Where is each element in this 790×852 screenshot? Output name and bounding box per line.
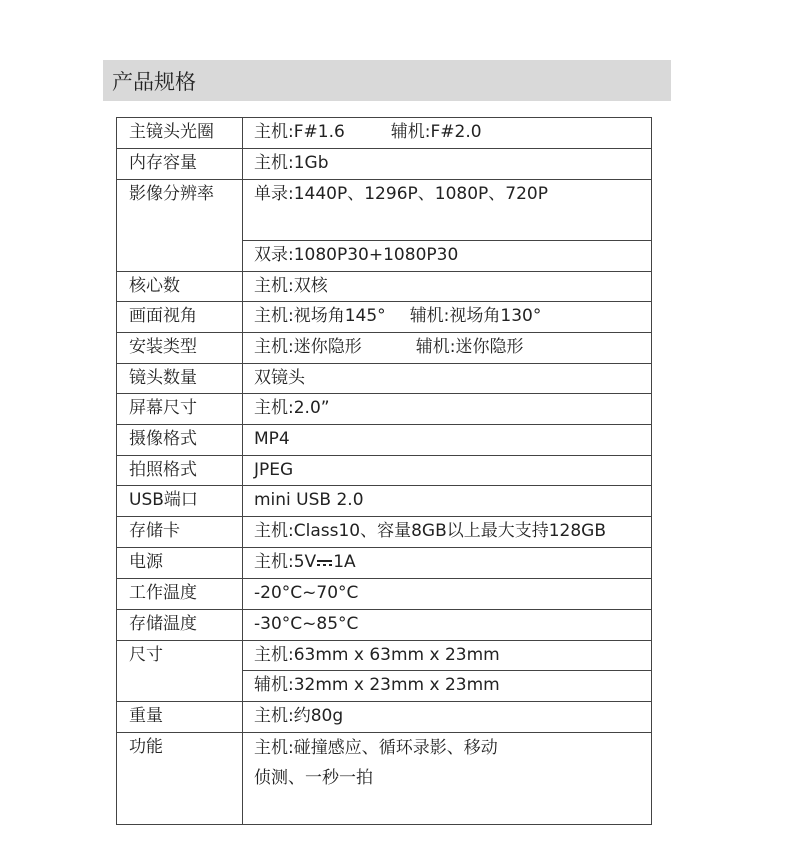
table-row	[117, 394, 652, 425]
table-row	[117, 517, 652, 548]
spec-key: 存储温度	[117, 610, 243, 641]
table-row	[117, 456, 652, 486]
spec-value: 双录:1080P30+1080P30	[243, 241, 652, 272]
table-row	[117, 118, 652, 149]
spec-value: 主机:视场角145° 辅机:视场角130°	[243, 302, 652, 333]
spec-key: USB端口	[117, 486, 243, 517]
table-row	[117, 641, 652, 671]
table-row	[117, 702, 652, 733]
spec-value: 主机:2.0”	[243, 394, 652, 425]
spec-table	[116, 117, 652, 825]
table-row	[117, 610, 652, 641]
spec-key: 安装类型	[117, 333, 243, 364]
table-row	[117, 302, 652, 333]
spec-key: 功能	[117, 733, 243, 825]
table-row	[117, 149, 652, 180]
table-row	[117, 548, 652, 579]
spec-value: 主机:63mm x 63mm x 23mm	[243, 641, 652, 671]
table-row	[117, 180, 652, 241]
spec-key: 屏幕尺寸	[117, 394, 243, 425]
spec-value: 单录:1440P、1296P、1080P、720P	[243, 180, 652, 241]
spec-key: 摄像格式	[117, 425, 243, 456]
spec-value: 主机:F#1.6 辅机:F#2.0	[243, 118, 652, 149]
table-row	[117, 733, 652, 825]
table-row	[117, 333, 652, 364]
spec-value: -30°C~85°C	[243, 610, 652, 641]
spec-value: JPEG	[243, 456, 652, 486]
spec-value: -20°C~70°C	[243, 579, 652, 610]
spec-key: 内存容量	[117, 149, 243, 180]
spec-key: 主镜头光圈	[117, 118, 243, 149]
spec-value: 辅机:32mm x 23mm x 23mm	[243, 671, 652, 702]
spec-key: 重量	[117, 702, 243, 733]
spec-value: 主机:5V 1A	[243, 548, 652, 579]
spec-key: 画面视角	[117, 302, 243, 333]
spec-key: 影像分辨率	[117, 180, 243, 272]
spec-value: 双镜头	[243, 364, 652, 394]
table-row	[117, 364, 652, 394]
spec-value: MP4	[243, 425, 652, 456]
dc-power-icon	[317, 558, 332, 567]
spec-value: 主机:迷你隐形 辅机:迷你隐形	[243, 333, 652, 364]
spec-key: 尺寸	[117, 641, 243, 702]
spec-value: 主机:双核	[243, 272, 652, 302]
section-title	[103, 60, 671, 101]
spec-value: 主机:碰撞感应、循环录影、移动 侦测、一秒一拍	[243, 733, 652, 825]
table-row	[117, 579, 652, 610]
spec-key: 工作温度	[117, 579, 243, 610]
spec-value: 主机:1Gb	[243, 149, 652, 180]
spec-value: 主机:约80g	[243, 702, 652, 733]
table-row	[117, 272, 652, 302]
table-row	[117, 486, 652, 517]
spec-key: 存储卡	[117, 517, 243, 548]
section-title-text: 产品规格	[112, 69, 196, 94]
spec-key: 拍照格式	[117, 456, 243, 486]
spec-key: 电源	[117, 548, 243, 579]
spec-value: 主机:Class10、容量8GB以上最大支持128GB	[243, 517, 652, 548]
spec-key: 镜头数量	[117, 364, 243, 394]
table-row	[117, 425, 652, 456]
spec-key: 核心数	[117, 272, 243, 302]
spec-value: mini USB 2.0	[243, 486, 652, 517]
